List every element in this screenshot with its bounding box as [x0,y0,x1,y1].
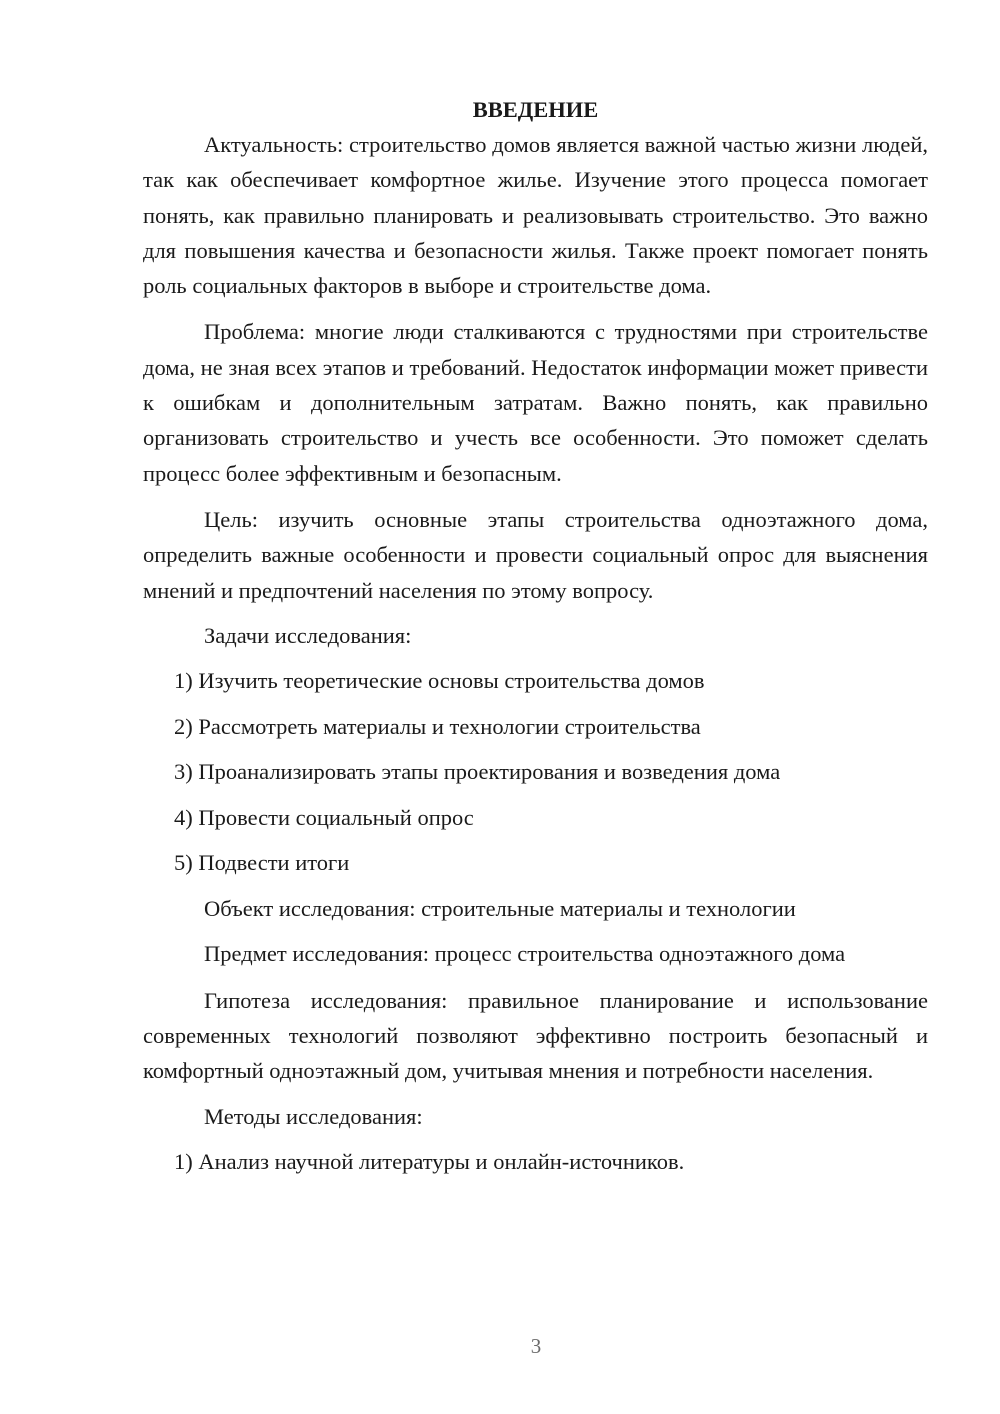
problem-paragraph: Проблема: многие люди сталкиваются с трудностями при строительстве дома, не зная всех этапов и требований. Недостаток информации может привести к ошибкам и дополнительным затратам. Важно понять, как правильно организовать строительство и учесть все особенности. Это поможет сделать процесс более эффективным и безопасным. [143,319,928,486]
list-item: 1) Изучить теоретические основы строительства домов [174,668,705,694]
list-item: 4) Провести социальный опрос [174,804,474,830]
tasks-heading: Задачи исследования: [204,622,412,648]
page-content [143,92,928,1191]
page-number: 3 [530,1334,542,1358]
tasks-list [143,664,928,880]
methods-list [143,1145,928,1179]
list-item: 5) Подвести итоги [174,850,350,876]
section-title: ВВЕДЕНИЕ [472,97,599,122]
methods-heading: Методы исследования: [204,1103,423,1129]
list-item: 2) Рассмотреть материалы и технологии строительства [174,713,701,739]
hypothesis-paragraph: Гипотеза исследования: правильное планирование и использование современных технологий позволяют эффективно построить безопасный и комфортный одноэтажный дом, учитывая мнения и потребности населения. [143,987,928,1084]
goal-paragraph: Цель: изучить основные этапы строительства одноэтажного дома, определить важные особенности и провести социальный опрос для выяснения мнений и предпочтений населения по этому вопросу. [143,506,928,603]
list-item: 3) Проанализировать этапы проектирования и возведения дома [174,759,781,785]
object-line: Объект исследования: строительные материалы и технологии [204,895,796,921]
list-item: 1) Анализ научной литературы и онлайн-источников. [174,1149,685,1175]
relevance-paragraph: Актуальность: строительство домов является важной частью жизни людей, так как обеспечивает комфортное жилье. Изучение этого процесса помогает понять, как правильно планировать и реализовывать строительство. Это важно для повышения качества и безопасности жилья. Также проект помогает понять роль социальных факторов в выборе и строительстве дома. [143,132,928,299]
subject-line: Предмет исследования: процесс строительства одноэтажного дома [204,941,846,967]
